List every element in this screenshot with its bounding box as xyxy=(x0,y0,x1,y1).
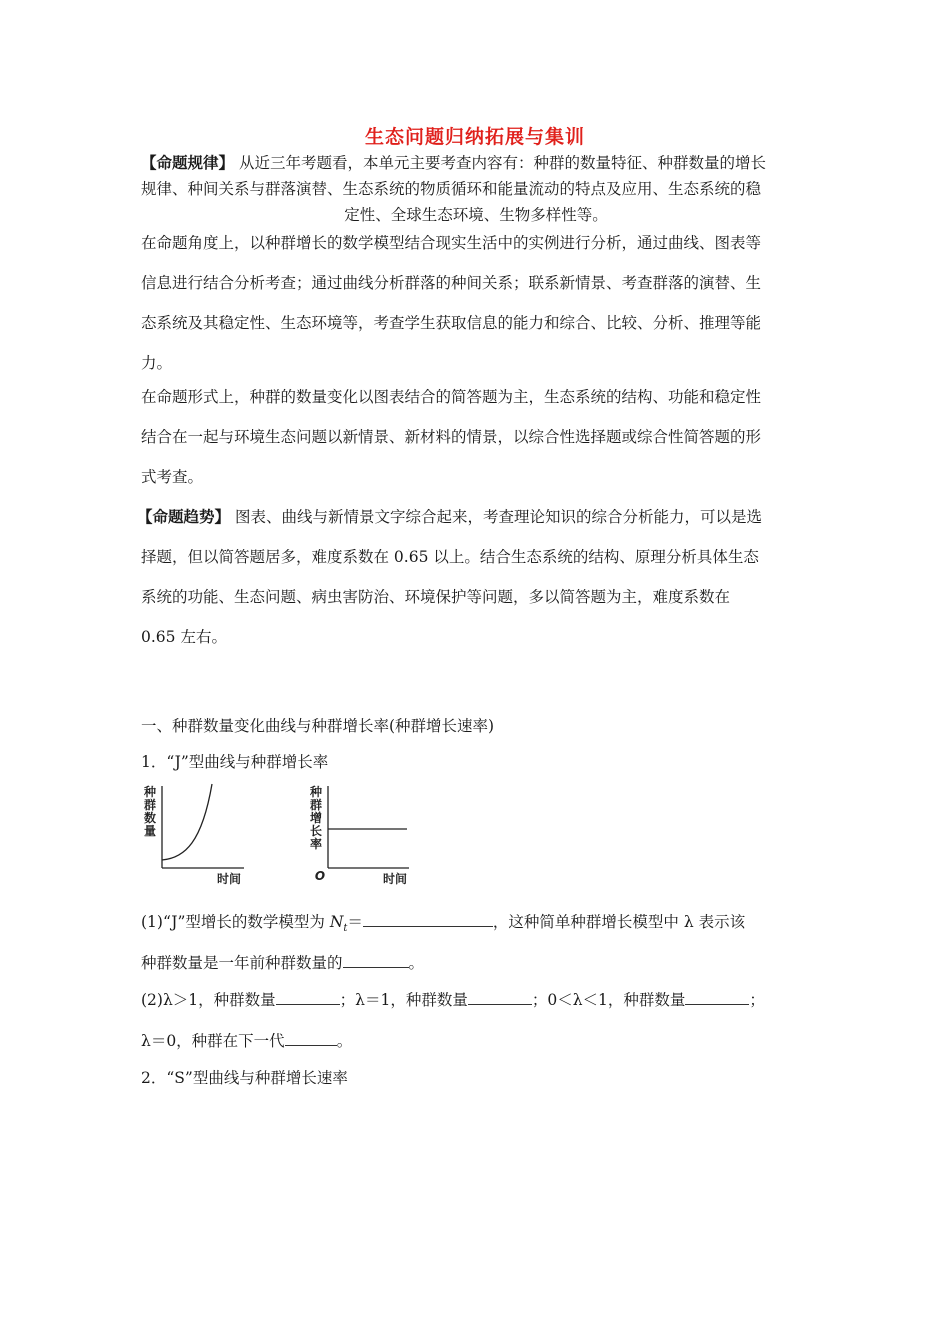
rule-line-1: 从近三年考题看，本单元主要考查内容有：种群的数量特征、种群数量的增长 xyxy=(234,154,766,172)
form-line: 在命题形式上，种群的数量变化以图表结合的简答题为主，生态系统的结构、功能和稳定性 xyxy=(141,388,762,406)
graph1-ylabel-char: 种 xyxy=(143,785,157,799)
trend-line-1: 图表、曲线与新情景文字综合起来，考查理论知识的综合分析能力，可以是选 xyxy=(230,508,762,526)
angle-line: 信息进行结合分析考查；通过曲线分析群落的种间关系；联系新情景、考查群落的演替、生 xyxy=(141,274,762,292)
form-paragraph xyxy=(141,377,811,497)
question-1b-tail: 。 xyxy=(408,954,425,972)
graph2-ylabel-char: 增 xyxy=(309,811,323,825)
angle-line: 力。 xyxy=(141,354,173,372)
page-title: 生态问题归纳拓展与集训 xyxy=(364,126,585,148)
graph2-ylabel-char: 种 xyxy=(309,785,323,799)
form-line: 结合在一起与环境生态问题以新情景、新材料的情景，以综合性选择题或综合性简答题的形 xyxy=(141,428,762,446)
trend-paragraph xyxy=(137,497,807,657)
answer-blank[interactable] xyxy=(468,990,532,1005)
answer-blank[interactable] xyxy=(276,990,340,1005)
trend-line: 择题，但以简答题居多，难度系数在 0.65 以上。结合生态系统的结构、原理分析具体生态 xyxy=(141,548,759,566)
graph1-ylabel-char: 群 xyxy=(143,798,157,812)
growth-rate-graph xyxy=(303,782,415,888)
question-2a xyxy=(141,988,765,1010)
rule-line-2: 规律、种间关系与群落演替、生态系统的物质循环和能量流动的特点及应用、生态系统的稳 xyxy=(141,180,762,198)
graph2-ylabel-char: 群 xyxy=(309,798,323,812)
form-line: 式考查。 xyxy=(141,468,204,486)
answer-blank[interactable] xyxy=(363,912,493,927)
j-curve-graph xyxy=(140,782,250,888)
math-n: N xyxy=(329,913,344,931)
question-1a-text: (1)“J”型增长的数学模型为 xyxy=(141,913,330,931)
graph1-ylabel-char: 数 xyxy=(143,811,157,825)
trend-line: 0.65 左右。 xyxy=(141,628,227,646)
answer-blank[interactable] xyxy=(343,953,409,968)
rule-paragraph xyxy=(141,150,811,228)
graph1-ylabel-char: 量 xyxy=(143,824,157,838)
graph1-xlabel: 时间 xyxy=(216,872,242,886)
question-2b-text: λ＝0，种群在下一代 xyxy=(141,1032,285,1050)
question-1b xyxy=(141,951,424,973)
question-2b-tail: 。 xyxy=(336,1032,353,1050)
item-1-heading: 1．“J”型曲线与种群增长率 xyxy=(141,753,329,771)
question-1b-text: 种群数量是一年前种群数量的 xyxy=(141,954,343,972)
trend-line: 系统的功能、生态问题、病虫害防治、环境保护等问题，多以简答题为主，难度系数在 xyxy=(141,588,731,606)
item-2-heading: 2．“S”型曲线与种群增长速率 xyxy=(141,1069,348,1087)
graph2-xlabel: 时间 xyxy=(382,872,408,886)
graph2-ylabel-char: 率 xyxy=(309,837,323,851)
answer-blank[interactable] xyxy=(685,990,749,1005)
j-curve xyxy=(162,784,212,860)
question-2a-tail: ； xyxy=(749,991,765,1009)
question-2a-text: ；0＜λ＜1，种群数量 xyxy=(531,991,686,1009)
graph2-ylabel-char: 长 xyxy=(309,824,323,838)
question-2a-text: (2)λ＞1，种群数量 xyxy=(141,991,276,1009)
section-heading: 一、种群数量变化曲线与种群增长率(种群增长速率) xyxy=(141,717,495,735)
question-1a xyxy=(141,910,745,934)
math-sub-t: t xyxy=(343,923,348,935)
question-1a-tail: ，这种简单种群增长模型中 λ 表示该 xyxy=(492,913,746,931)
angle-line: 态系统及其稳定性、生态环境等，考查学生获取信息的能力和综合、比较、分析、推理等能 xyxy=(141,314,762,332)
trend-tag: 【命题趋势】 xyxy=(137,507,231,526)
question-2a-text: ；λ＝1，种群数量 xyxy=(339,991,468,1009)
rule-tag: 【命题规律】 xyxy=(141,153,235,172)
angle-paragraph xyxy=(141,223,811,383)
math-equals: ＝ xyxy=(347,913,363,931)
question-2b xyxy=(141,1029,352,1051)
graph2-origin: O xyxy=(314,869,326,883)
angle-line: 在命题角度上，以种群增长的数学模型结合现实生活中的实例进行分析，通过曲线、图表等 xyxy=(141,234,762,252)
rule-line-3: 定性、全球生态环境、生物多样性等。 xyxy=(344,206,608,224)
answer-blank[interactable] xyxy=(285,1031,337,1046)
